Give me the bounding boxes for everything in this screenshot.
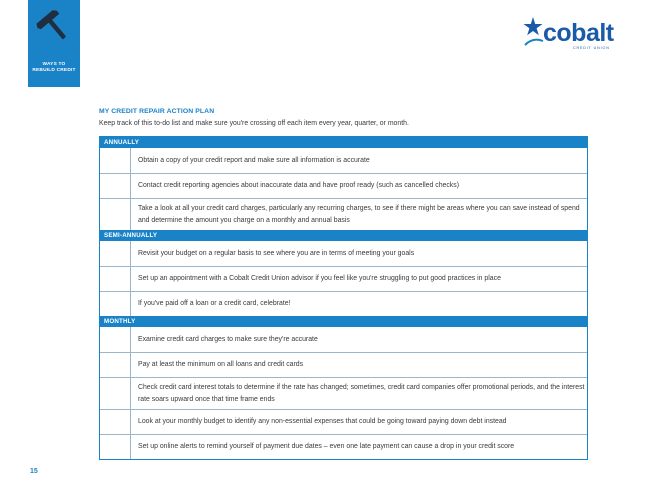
action-plan-table [99,136,588,460]
table-row [100,266,587,291]
section-header-monthly: MONTHLY [100,316,587,327]
checkbox-cell[interactable] [100,199,131,230]
checkbox-cell[interactable] [100,327,131,352]
checkbox-cell[interactable] [100,410,131,434]
table-row [100,327,587,352]
checkbox-cell[interactable] [100,174,131,198]
section-header-semi-annually: SEMI-ANNUALLY [100,230,587,241]
task-text: Check credit card interest totals to determine if the rate has changed; sometimes, credit card companies offer promotional periods, and the interest rate soars upward once that time frame ends [138,384,585,403]
table-row [100,148,587,173]
section-tab-label [28,62,80,74]
task-text: Obtain a copy of your credit report and make sure all information is accurate [138,156,370,164]
logo-wordmark: cobalt [543,19,614,47]
checkbox-cell[interactable] [100,267,131,291]
table-row [100,352,587,377]
section-tab-label-line1: WAYS TO [42,62,66,67]
hammer-icon [35,7,73,45]
intro-text: Keep track of this to-do list and make sure you're crossing off each item every year, quarter, or month. [99,120,409,127]
task-text: If you've paid off a loan or a credit card, celebrate! [138,300,291,308]
task-text: Set up online alerts to remind yourself of payment due dates – even one late payment can cause a drop in your credit score [138,443,515,451]
task-text: Take a look at all your credit card charges, particularly any recurring charges, to see if there might be areas where you can save instead of spend and determine the amount you charge on a monthly and annual basis [138,205,580,224]
section-header-annually: ANNUALLY [100,137,587,148]
task-text: Set up an appointment with a Cobalt Credit Union advisor if you feel like you're struggling to put good practices in place [138,275,501,283]
checkbox-cell[interactable] [100,378,131,409]
task-text: Contact credit reporting agencies about inaccurate data and have proof ready (such as cancelled checks) [138,182,459,190]
table-row [100,198,587,230]
table-row [100,173,587,198]
star-swoosh-icon [521,15,545,51]
checkbox-cell[interactable] [100,292,131,316]
checkbox-cell[interactable] [100,435,131,459]
page-title: MY CREDIT REPAIR ACTION PLAN [99,108,215,115]
checkbox-cell[interactable] [100,148,131,173]
checkbox-cell[interactable] [100,241,131,266]
task-text: Examine credit card charges to make sure they're accurate [138,335,318,343]
task-text: Look at your monthly budget to identify any non-essential expenses that could be going toward paying down debt instead [138,418,507,426]
task-text: Revisit your budget on a regular basis to see where you are in terms of meeting your goals [138,249,415,257]
page-number: 15 [30,468,38,475]
table-row [100,291,587,316]
task-text: Pay at least the minimum on all loans and credit cards [138,361,304,369]
cobalt-logo [521,15,613,51]
table-row [100,409,587,434]
checkbox-cell[interactable] [100,353,131,377]
section-tab-label-line2: REBUILD CREDIT [32,68,76,73]
table-row [100,377,587,409]
section-tab [28,0,80,87]
table-row [100,434,587,459]
table-row [100,241,587,266]
logo-tagline: CREDIT UNION [573,46,610,50]
